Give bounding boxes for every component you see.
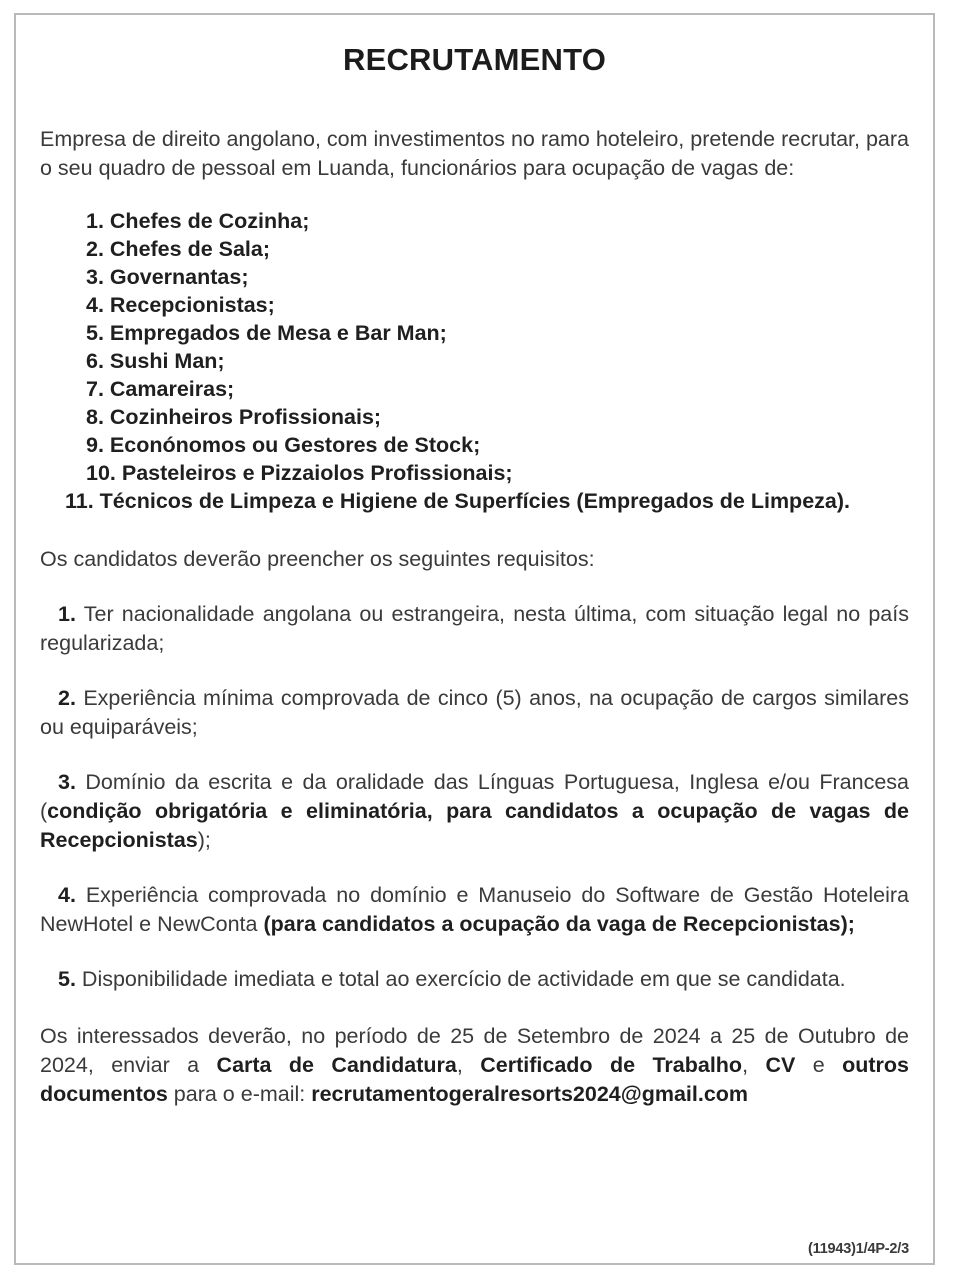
requirements-intro: Os candidatos deverão preencher os seguintes requisitos: xyxy=(40,547,595,572)
job-list-item: 9. Econónomos ou Gestores de Stock; xyxy=(86,433,481,458)
body-text: Experiência comprovada no domínio e Manuseio do Software de Gestão Hoteleira NewHotel e NewConta xyxy=(40,883,909,937)
job-list-item: 2. Chefes de Sala; xyxy=(86,237,271,262)
job-list-item: 8. Cozinheiros Profissionais; xyxy=(86,405,382,430)
body-text: , xyxy=(742,1053,766,1078)
emphasis-text: CV xyxy=(765,1053,796,1078)
job-list-item: 7. Camareiras; xyxy=(86,377,235,402)
body-text: Disponibilidade imediata e total ao exercício de actividade em que se candidata. xyxy=(75,967,846,992)
closing-paragraph xyxy=(40,1022,909,1109)
body-text: , xyxy=(456,1053,481,1078)
requirement-number: 4. xyxy=(58,883,76,908)
emphasis-text: Carta de Candidatura xyxy=(216,1053,457,1078)
advertisement-frame xyxy=(14,13,935,1265)
job-list-item: 6. Sushi Man; xyxy=(86,349,225,374)
job-list-item: 1. Chefes de Cozinha; xyxy=(86,209,310,234)
requirement-number: 1. xyxy=(58,602,76,627)
requirement-number: 2. xyxy=(58,686,76,711)
reference-code: (11943)1/4P-2/3 xyxy=(808,1241,909,1257)
requirement-number: 5. xyxy=(58,967,76,992)
requirement-item xyxy=(40,600,909,658)
requirement-item xyxy=(40,965,909,994)
emphasis-text: outros documentos xyxy=(40,1053,909,1107)
requirement-item xyxy=(40,881,909,939)
job-list-item: 3. Governantas; xyxy=(86,265,249,290)
body-text: e xyxy=(795,1053,843,1078)
job-list-item: 11. Técnicos de Limpeza e Higiene de Superfícies (Empregados de Limpeza). xyxy=(65,489,850,514)
page-title: RECRUTAMENTO xyxy=(342,42,607,77)
job-list-item: 4. Recepcionistas; xyxy=(86,293,275,318)
body-text: Experiência mínima comprovada de cinco (5) anos, na ocupação de cargos similares ou equiparáveis; xyxy=(40,686,909,740)
job-list-item: 10. Pasteleiros e Pizzaiolos Profissionais; xyxy=(86,461,513,486)
emphasis-text: Certificado de Trabalho xyxy=(480,1053,743,1078)
body-text: Ter nacionalidade angolana ou estrangeira, nesta última, com situação legal no país regularizada; xyxy=(40,602,909,656)
body-text: Domínio da escrita e da oralidade das Línguas Portuguesa, Inglesa e/ou Francesa ( xyxy=(40,770,909,824)
requirement-number: 3. xyxy=(58,770,76,795)
job-vacancy-list xyxy=(40,207,909,515)
emphasis-text: condição obrigatória e eliminatória, para candidatos a ocupação de vagas de Recepcionistas xyxy=(40,799,909,853)
job-list-item: 5. Empregados de Mesa e Bar Man; xyxy=(86,321,447,346)
intro-paragraph: Empresa de direito angolano, com investimentos no ramo hoteleiro, pretende recrutar, para o seu quadro de pessoal em Luanda, funcionários para ocupação de vagas de: xyxy=(40,127,909,181)
requirement-item xyxy=(40,768,909,855)
emphasis-text: (para candidatos a ocupação da vaga de Recepcionistas); xyxy=(263,912,855,937)
body-text: para o e-mail: xyxy=(167,1082,312,1107)
body-text: ); xyxy=(197,828,211,853)
requirements-list xyxy=(40,600,909,994)
contact-email[interactable]: recrutamentogeralresorts2024@gmail.com xyxy=(311,1082,749,1107)
body-text: Os interessados deverão, no período de 25 de Setembro de 2024 a 25 de Outubro de 2024, enviar a xyxy=(40,1024,909,1078)
requirement-item xyxy=(40,684,909,742)
advertisement-content xyxy=(16,15,933,1263)
